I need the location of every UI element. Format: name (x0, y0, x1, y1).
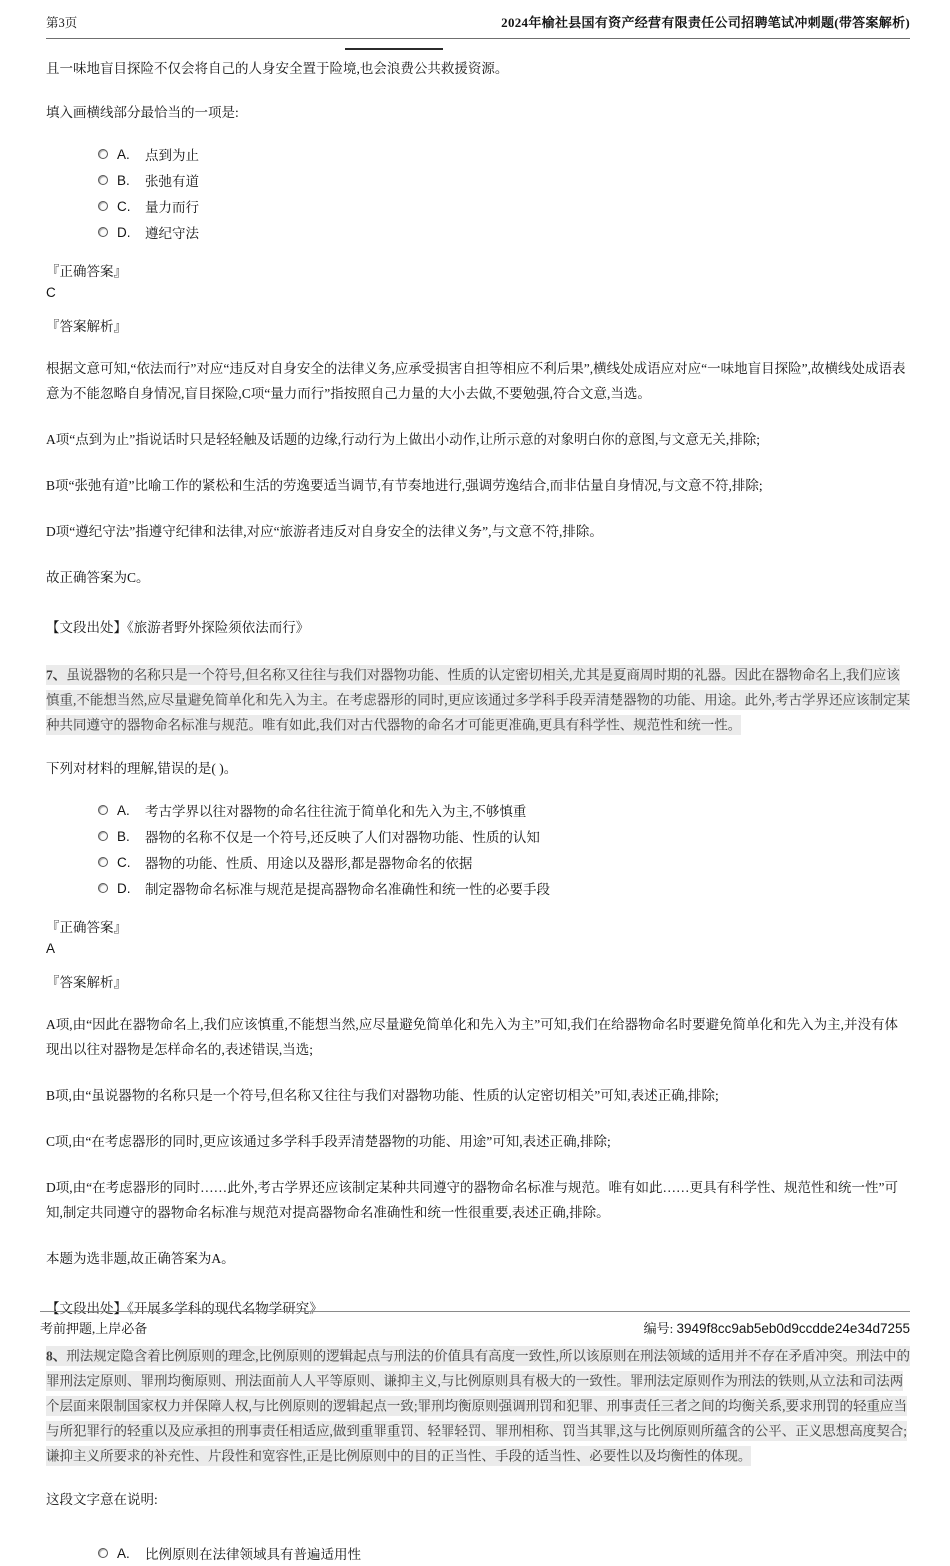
question7-options (98, 797, 910, 901)
question-number: 7、 (46, 665, 66, 685)
footer-slogan: 考前押题,上岸必备 (40, 1321, 148, 1336)
radio-button[interactable] (98, 857, 108, 867)
option-letter: A. (117, 146, 130, 162)
question-number: 8、 (46, 1346, 66, 1366)
radio-button[interactable] (98, 883, 108, 893)
option-text: 张弛有道 (145, 174, 199, 189)
analysis-paragraph: D项“遵纪守法”指遵守纪律和法律,对应“旅游者违反对自身安全的法律义务”,与文意不符,排除。 (46, 524, 603, 539)
document-body (46, 48, 910, 1566)
analysis-paragraph: 根据文意可知,“依法而行”对应“违反对自身安全的法律义务,应承受损害自担等相应不利后果”,横线处成语应对应“一味地盲目探险”,故横线处成语表意为不能忽略自身情况,盲目探险,C项“量力而行”指按照自己力量的大小去做,不要勉强,符合文意,当选。 (46, 361, 906, 401)
option-row-b[interactable] (98, 167, 910, 193)
option-text: 器物的功能、性质、用途以及器形,都是器物命名的依据 (145, 856, 473, 871)
analysis-label: 『答案解析』 (46, 319, 127, 334)
option-letter: A. (117, 802, 130, 818)
correct-answer-label: 『正确答案』 (46, 920, 127, 935)
footer-code-label: 编号: (643, 1321, 674, 1336)
footer-code-line (644, 1318, 910, 1337)
radio-button[interactable] (98, 805, 108, 815)
option-text: 制定器物命名标准与规范是提高器物命名准确性和统一性的必要手段 (145, 882, 550, 897)
radio-button[interactable] (98, 175, 108, 185)
blank-underline (345, 48, 443, 50)
passage-continuation: 且一味地盲目探险不仅会将自己的人身安全置于险境,也会浪费公共救援资源。 (46, 61, 509, 76)
option-row-a[interactable] (98, 141, 910, 167)
option-letter: C. (117, 198, 131, 214)
option-row-c[interactable] (98, 193, 910, 219)
option-letter: D. (117, 224, 131, 240)
analysis-paragraph: B项,由“虽说器物的名称只是一个符号,但名称又往往与我们对器物功能、性质的认定密切相关”可知,表述正确,排除; (46, 1088, 719, 1103)
page-number: 第3页 (46, 16, 78, 30)
option-row-d[interactable] (98, 875, 910, 901)
radio-button[interactable] (98, 1548, 108, 1558)
analysis-conclusion: 本题为选非题,故正确答案为A。 (46, 1251, 235, 1266)
question6-options (98, 141, 910, 245)
option-row-c[interactable] (98, 849, 910, 875)
radio-button[interactable] (98, 831, 108, 841)
option-text: 考古学界以往对器物的命名往往流于简单化和先入为主,不够慎重 (145, 804, 527, 819)
option-row-a[interactable] (98, 797, 910, 823)
question8-stem: 这段文字意在说明: (46, 1492, 158, 1507)
option-row-a[interactable] (98, 1540, 910, 1566)
page-footer (40, 1311, 910, 1337)
radio-button[interactable] (98, 201, 108, 211)
option-text: 点到为止 (145, 148, 199, 163)
passage-text: 虽说器物的名称只是一个符号,但名称又往往与我们对器物功能、性质的认定密切相关,尤其是夏商周时期的礼器。因此在器物命名上,我们应该慎重,不能想当然,应尽量避免简单化和先入为主。在考虑器形的同时,更应该通过多学科手段弄清楚器物的功能、用途。此外,考古学界还应该制定某种共同遵守的器物命名标准与规范。唯有如此,我们对古代器物的命名才可能更准确,更具有科学性、规范性和统一性。 (46, 665, 910, 735)
option-letter: D. (117, 880, 131, 896)
option-text: 器物的名称不仅是一个符号,还反映了人们对器物功能、性质的认知 (145, 830, 540, 845)
option-row-b[interactable] (98, 823, 910, 849)
correct-answer-value: C (46, 285, 56, 300)
question8-passage (46, 1343, 910, 1468)
option-letter: C. (117, 854, 131, 870)
analysis-paragraph: D项,由“在考虑器形的同时……此外,考古学界还应该制定某种共同遵守的器物命名标准与规范。唯有如此……更具有科学性、规范性和统一性”可知,制定共同遵守的器物命名标准与规范对提高器物命名准确性和统一性很重要,表述正确,排除。 (46, 1180, 898, 1220)
correct-answer-label: 『正确答案』 (46, 264, 127, 279)
analysis-paragraph: A项“点到为止”指说话时只是轻轻触及话题的边缘,行动行为上做出小动作,让所示意的对象明白你的意图,与文意无关,排除; (46, 432, 760, 447)
radio-button[interactable] (98, 227, 108, 237)
question7-passage (46, 662, 910, 737)
analysis-label: 『答案解析』 (46, 975, 127, 990)
document-title: 2024年榆社县国有资产经营有限责任公司招聘笔试冲刺题(带答案解析) (501, 15, 910, 30)
question6-stem: 填入画横线部分最恰当的一项是: (46, 105, 239, 120)
option-text: 量力而行 (145, 200, 199, 215)
analysis-paragraph: A项,由“因此在器物命名上,我们应该慎重,不能想当然,应尽量避免简单化和先入为主”可知,我们在给器物命名时要避免简单化和先入为主,并没有体现出以往对器物是怎样命名的,表述错误,当选; (46, 1017, 898, 1057)
option-letter: B. (117, 172, 130, 188)
option-letter: B. (117, 828, 130, 844)
page-header (46, 12, 910, 39)
passage-text: 刑法规定隐含着比例原则的理念,比例原则的逻辑起点与刑法的价值具有高度一致性,所以该原则在刑法领域的适用并不存在矛盾冲突。刑法中的罪刑法定原则、罪刑均衡原则、刑法面前人人平等原则、谦抑主义,与比例原则具有极大的一致性。罪刑法定原则作为刑法的铁则,从立法和司法两个层面来限制国家权力并保障人权,与比例原则的逻辑起点一致;罪刑均衡原则强调刑罚和犯罪、刑事责任三者之间的均衡关系,要求刑罚的轻重应当与所犯罪行的轻重以及应承担的刑事责任相适应,做到重罪重罚、轻罪轻罚、罪刑相称、罚当其罪,这与比例原则所蕴含的公平、正义思想高度契合;谦抑主义所要求的补充性、片段性和宽容性,正是比例原则中的目的正当性、手段的适当性、必要性以及均衡性的体现。 (46, 1346, 910, 1466)
option-text: 遵纪守法 (145, 226, 199, 241)
analysis-paragraph: C项,由“在考虑器形的同时,更应该通过多学科手段弄清楚器物的功能、用途”可知,表述正确,排除; (46, 1134, 611, 1149)
question7-stem: 下列对材料的理解,错误的是( )。 (46, 761, 238, 776)
analysis-paragraph: B项“张弛有道”比喻工作的紧松和生活的劳逸要适当调节,有节奏地进行,强调劳逸结合,而非估量自身情况,与文意不符,排除; (46, 478, 763, 493)
option-letter: A. (117, 1545, 130, 1561)
question8-options (98, 1540, 910, 1566)
radio-button[interactable] (98, 149, 108, 159)
passage-source: 【文段出处】《开展多学科的现代名物学研究》 (46, 1301, 323, 1316)
footer-code-value: 3949f8cc9ab5eb0d9ccdde24e34d7255 (676, 1321, 910, 1336)
option-text: 比例原则在法律领域具有普遍适用性 (145, 1547, 361, 1562)
analysis-conclusion: 故正确答案为C。 (46, 570, 150, 585)
passage-source: 【文段出处】《旅游者野外探险须依法而行》 (46, 620, 310, 635)
correct-answer-value: A (46, 941, 56, 956)
option-row-d[interactable] (98, 219, 910, 245)
